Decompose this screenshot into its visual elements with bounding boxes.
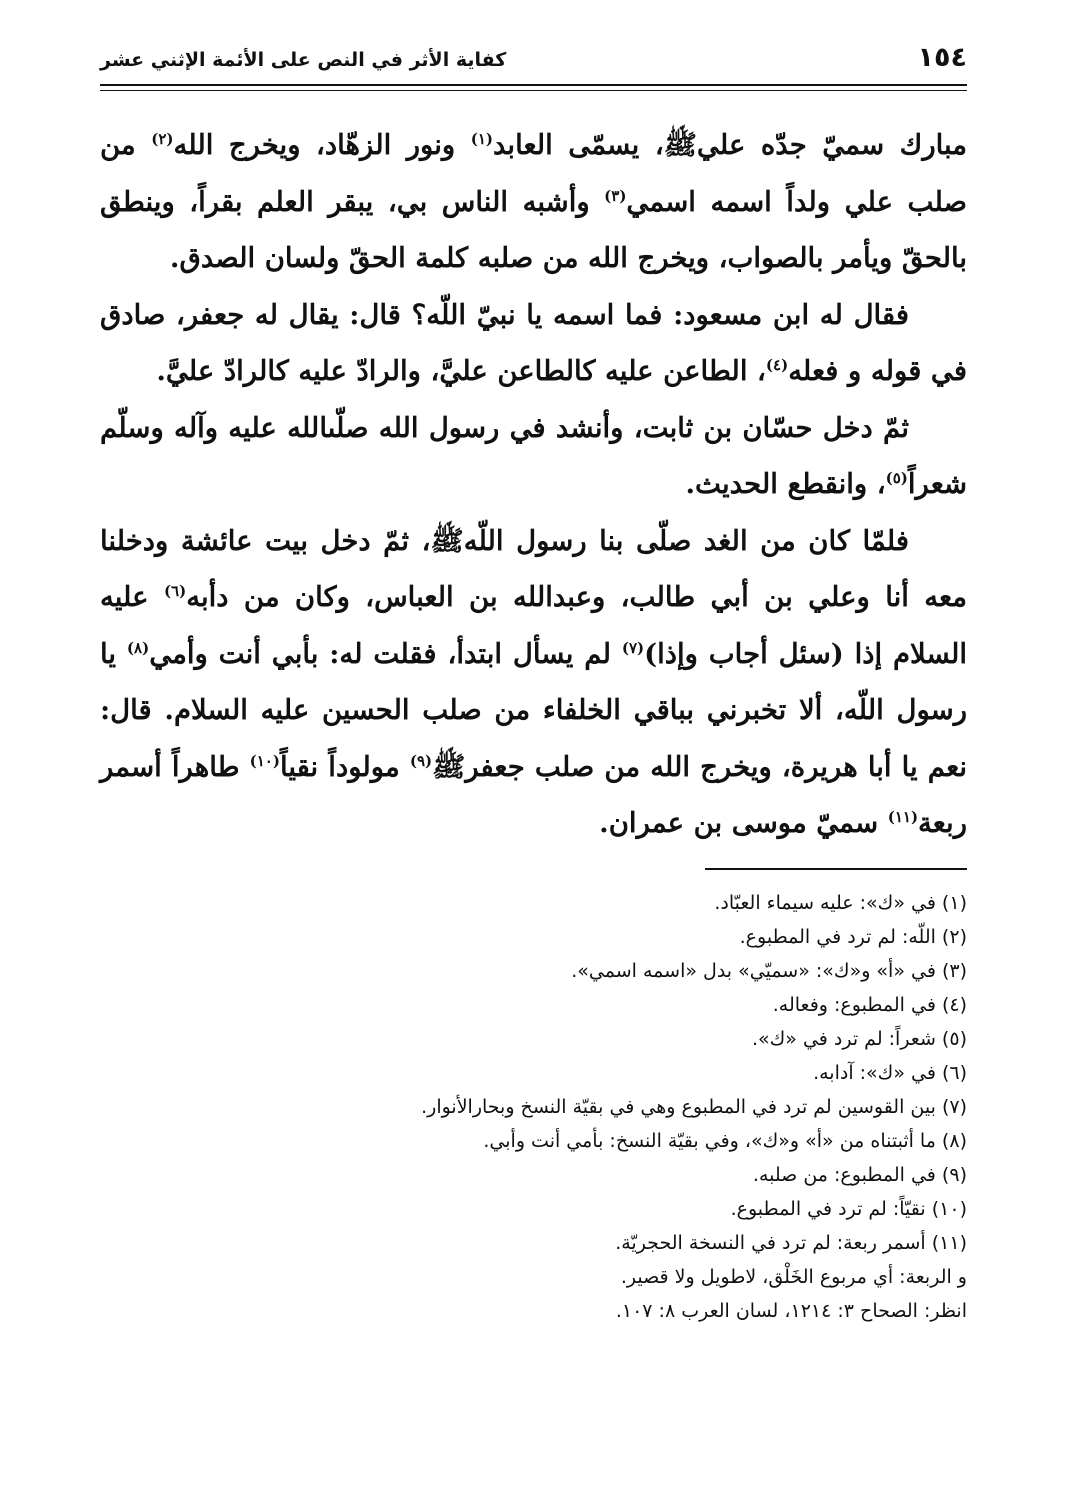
footnote-ref-2: (٢) [151,129,174,148]
text-run: سميّ موسى بن عمران. [599,807,888,839]
footnote-ref-5: (٥) [885,468,908,487]
footnote-ref-7: (٧) [621,638,645,657]
text-run: من صلب علي ولداً اسمه اسمي [100,129,967,218]
text-run: ، الطاعن عليه كالطاعن عليَّ، والرادّ عليه كالرادّ عليَّ. [156,355,766,387]
paragraph-2 [100,287,967,400]
footnote-2: (٢) اللّه: لم ترد في المطبوع. [739,926,967,948]
footnote-ref-10: (١٠) [249,751,280,770]
footnote-9: (٩) في المطبوع: من صلبه. [752,1164,967,1186]
text-run: فلمّا كان من الغد صلّى بنا رسول اللّهﷺ، ثمّ دخل بيت عائشة ودخلنا معه أنا وعلي بن أبي طالب، وعبدالله بن العباس، وكان من دأبه [100,524,967,613]
footnote-11: (١١) أسمر ربعة: لم ترد في النسخة الحجريّة. [615,1232,967,1254]
footnote-ref-6: (٦) [163,581,187,600]
running-header [100,40,967,84]
footnote-3: (٣) في «أ» و«ك»: «سميّي» بدل «اسمه اسمي». [571,960,967,982]
paragraph-4 [100,513,967,852]
header-rule-thin [100,90,967,91]
footnote-10: (١٠) نقيّاً: لم ترد في المطبوع. [730,1198,967,1220]
footnote-11-reference: انظر: الصحاح ٣: ١٢١٤، لسان العرب ٨: ١٠٧. [615,1300,967,1322]
text-run: لم يسأل ابتدأ، فقلت له: بأبي أنت وأمي [149,637,622,670]
body-text [100,117,967,852]
text-run: ونور الزهّاد، ويخرج الله [173,129,471,161]
text-run: يا رسول اللّه، ألا تخبرني بباقي الخلفاء من صلب الحسين عليه السلام. قال: نعم يا أبا هريرة، ويخرج الله من صلب جعفرﷺ [100,637,967,783]
footnote-6: (٦) في «ك»: آدابه. [813,1062,967,1084]
footnote-7: (٧) بين القوسين لم ترد في المطبوع وهي في بقيّة النسخ وبحارالأنوار. [421,1096,967,1118]
footnote-1: (١) في «ك»: عليه سيماء العبّاد. [714,892,967,914]
footnote-ref-3: (٣) [604,186,627,205]
footnote-ref-8: (٨) [126,638,150,657]
footnotes [100,886,967,1328]
text-run: ثمّ دخل حسّان بن ثابت، وأنشد في رسول الله صلّىالله عليه وآله وسلّم شعراً [100,411,967,500]
footnote-ref-9: (٩) [409,751,433,770]
header-rule [100,84,967,86]
text-run: طاهراً أسمر ربعة [100,750,967,839]
text-run: مولوداً نقياً [279,750,410,783]
footnote-8: (٨) ما أثبتناه من «أ» و«ك»، وفي بقيّة النسخ: بأمي أنت وأبي. [483,1130,967,1152]
footnote-ref-11: (١١) [887,807,919,826]
footnote-11-continued: و الربعة: أي مربوع الخَلْق، لاطويل ولا قصير. [620,1266,967,1288]
text-run: مبارك سميّ جدّه عليﷺ، يسمّى العابد [493,129,968,161]
footnote-ref-1: (١) [470,129,493,148]
paragraph-3 [100,400,967,513]
text-run: وأشبه الناس بي، يبقر العلم بقراً، وينطق بالحقّ ويأمر بالصواب، ويخرج الله من صلبه كلمة الحقّ ولسان الصدق. [100,185,967,274]
text-run: ، وانقطع الحديث. [685,468,886,500]
text-run: فقال له ابن مسعود: فما اسمه يا نبيّ اللّه؟ قال: يقال له جعفر، صادق في قوله و فعله [100,298,967,387]
paragraph-1 [100,117,967,287]
footnote-5: (٥) شعراً: لم ترد في «ك». [751,1028,967,1050]
page-number: ١٥٤ [917,42,967,73]
running-title: كفاية الأثر في النص على الأئمة الإثني عشر [100,49,507,71]
text-run: عليه السلام إذا (سئل أجاب وإذا) [100,581,968,670]
footnote-4: (٤) في المطبوع: وفعاله. [772,994,967,1016]
footnote-separator [705,868,967,870]
footnote-ref-4: (٤) [765,355,789,374]
